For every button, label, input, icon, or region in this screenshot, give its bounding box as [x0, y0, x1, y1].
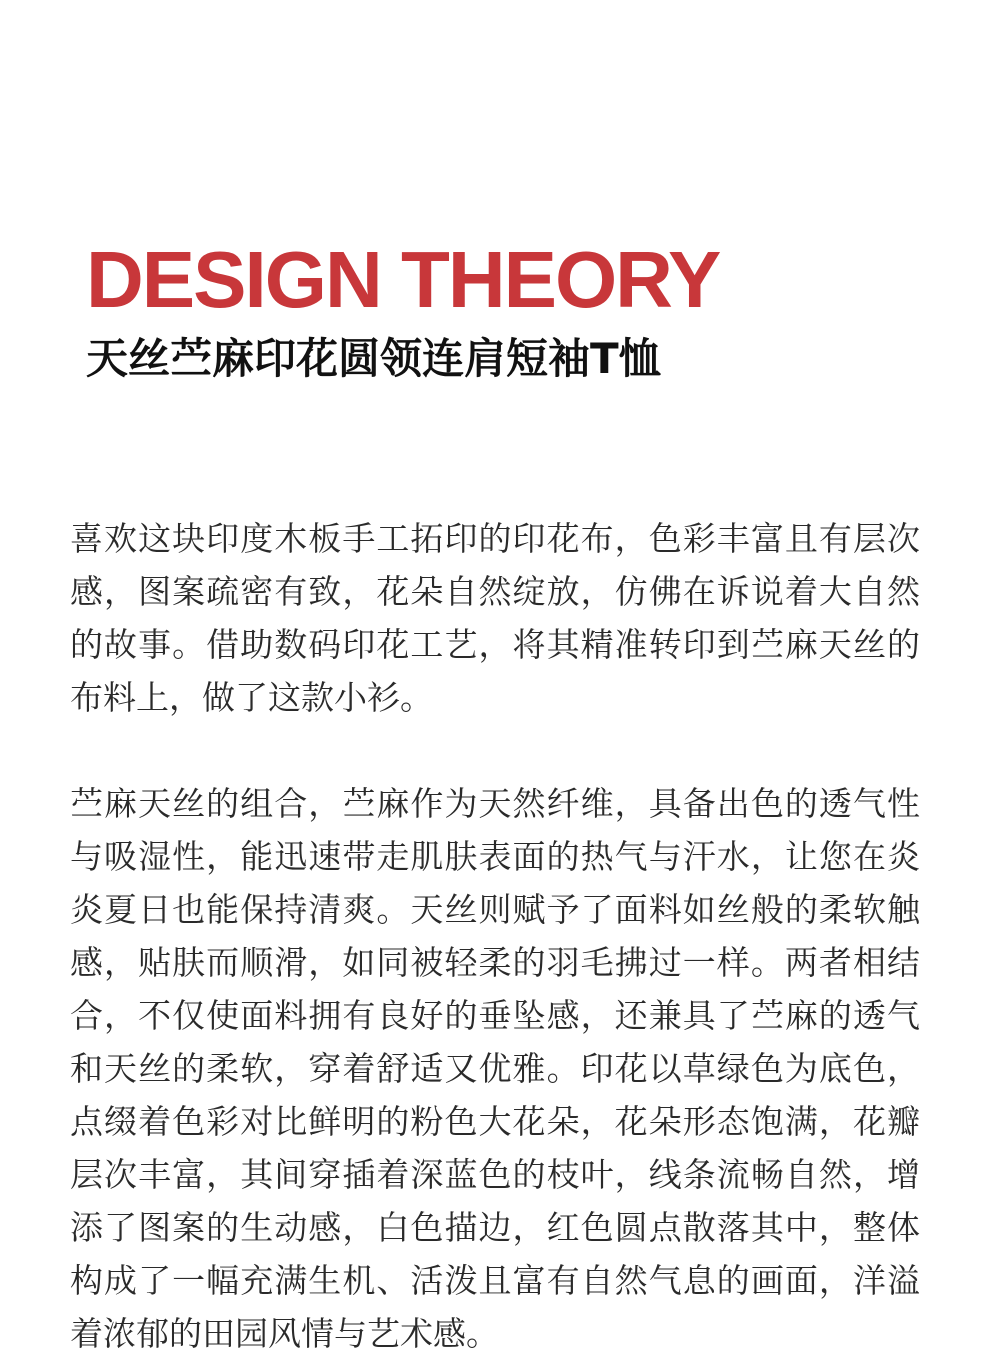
description-paragraph-2: 苎麻天丝的组合，苎麻作为天然纤维，具备出色的透气性与吸湿性，能迅速带走肌肤表面的热气与汗水，让您在炎炎夏日也能保持清爽。天丝则赋予了面料如丝般的柔软触感，贴肤而顺滑，如同被轻柔的羽毛拂过一样。两者相结合，不仅使面料拥有良好的垂坠感，还兼具了苎麻的透气和天丝的柔软，穿着舒适又优雅。印花以草绿色为底色，点缀着色彩对比鲜明的粉色大花朵，花朵形态饱满，花瓣层次丰富，其间穿插着深蓝色的枝叶，线条流畅自然，增添了图案的生动感，白色描边，红色圆点散落其中，整体构成了一幅充满生机、活泼且富有自然气息的画面，洋溢着浓郁的田园风情与艺术感。	[70, 784, 920, 1353]
title-chinese: 天丝苎麻印花圆领连肩短袖T恤	[86, 334, 661, 383]
description-paragraph-1: 喜欢这块印度木板手工拓印的印花布，色彩丰富且有层次感，图案疏密有致，花朵自然绽放，仿佛在诉说着大自然的故事。借助数码印花工艺，将其精准转印到苎麻天丝的布料上，做了这款小衫。	[70, 519, 920, 717]
title-english: DESIGN THEORY	[86, 235, 720, 324]
description-body	[70, 512, 920, 1360]
